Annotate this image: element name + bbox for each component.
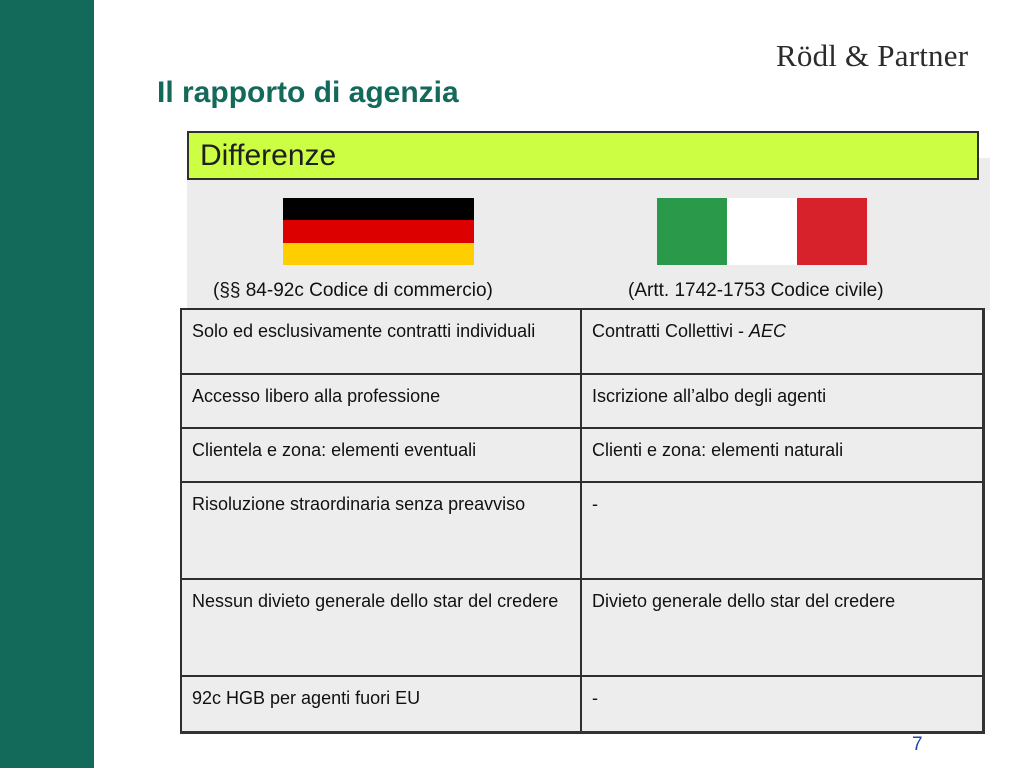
- italy-flag-icon: [657, 198, 867, 265]
- table-row: [181, 428, 983, 482]
- table-row: [181, 309, 983, 374]
- brand-logo: Rödl & Partner: [776, 38, 969, 73]
- flag-stripe-black: [283, 198, 474, 220]
- section-header: Differenze: [187, 131, 979, 180]
- flag-stripe-red: [797, 198, 867, 265]
- side-bar: [0, 0, 94, 768]
- germany-flag-icon: [283, 198, 474, 265]
- table-row: [181, 374, 983, 428]
- italy-cell: Iscrizione all’albo degli agenti: [581, 374, 983, 428]
- italy-caption: (Artt. 1742-1753 Codice civile): [628, 280, 884, 301]
- germany-caption: (§§ 84-92c Codice di commercio): [213, 280, 493, 301]
- germany-cell: Clientela e zona: elementi eventuali: [181, 428, 581, 482]
- italy-cell: Clienti e zona: elementi naturali: [581, 428, 983, 482]
- germany-cell: 92c HGB per agenti fuori EU: [181, 676, 581, 732]
- italy-cell: -: [581, 482, 983, 579]
- italy-cell: [581, 309, 983, 374]
- flag-stripe-red: [283, 220, 474, 242]
- flag-stripe-gold: [283, 243, 474, 265]
- germany-cell: Solo ed esclusivamente contratti individuali: [181, 309, 581, 374]
- slide-title: Il rapporto di agenzia: [157, 76, 459, 109]
- flag-stripe-green: [657, 198, 727, 265]
- germany-cell: Accesso libero alla professione: [181, 374, 581, 428]
- germany-cell: Nessun divieto generale dello star del credere: [181, 579, 581, 676]
- table-row: [181, 579, 983, 676]
- italy-cell: -: [581, 676, 983, 732]
- comparison-table: [180, 308, 985, 734]
- italy-cell-text: Contratti Collettivi -: [592, 321, 750, 341]
- page-number: 7: [912, 734, 923, 755]
- germany-cell: Risoluzione straordinaria senza preavviso: [181, 482, 581, 579]
- table-row: [181, 482, 983, 579]
- italy-cell-emphasis: AEC: [749, 321, 787, 341]
- flag-stripe-white: [727, 198, 797, 265]
- italy-cell: Divieto generale dello star del credere: [581, 579, 983, 676]
- table-row: [181, 676, 983, 732]
